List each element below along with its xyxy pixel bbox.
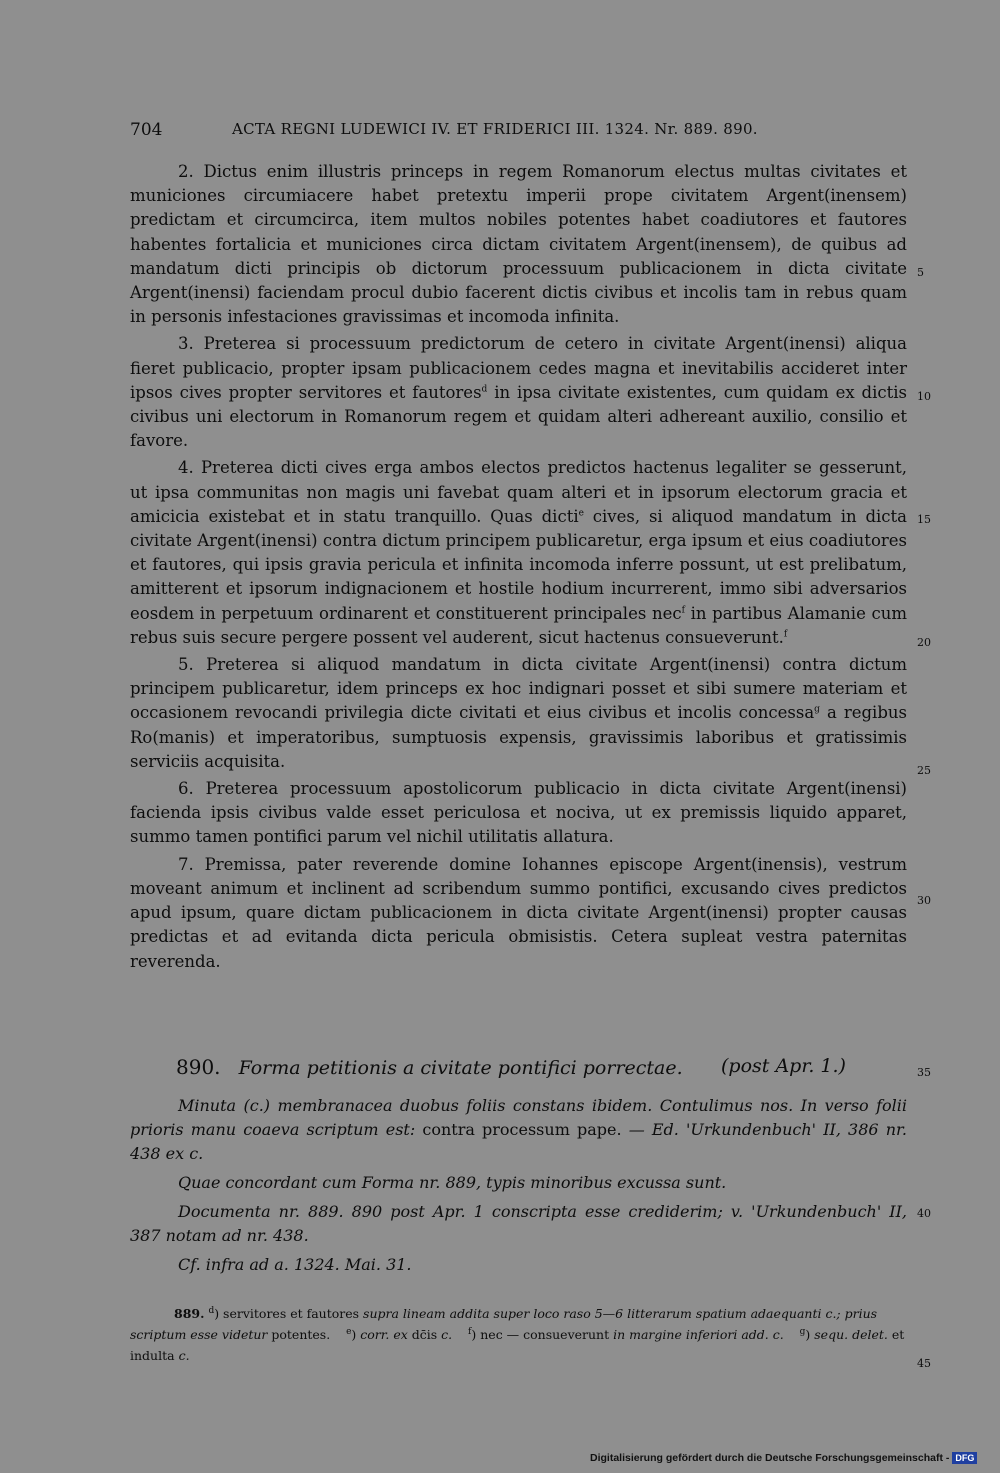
main-text	[130, 160, 907, 974]
page-number: 704	[130, 120, 163, 140]
apparatus-reference: Cf. infra ad a. 1324. Mai. 31.	[178, 1255, 412, 1274]
line-number-5: 5	[917, 266, 924, 279]
line-number-30: 30	[917, 894, 931, 907]
paragraph-6: 6. Preterea processuum apostolicorum publicacio in dicta civitate Argent(inensi) facienda ipsis civibus valde esset periculosa et nociva, ut ex premissis liquido apparet, summo tamen pontifici parum vel nichil utilitatis allatura.	[130, 779, 907, 847]
paragraph-4: 4. Preterea dicti cives erga ambos electos predictos hactenus legaliter se gesserunt, ut ipsa communitas non magis uni favebat quam alteri et in ipsorum electorum gracia et amicicia existebat et in statu tranquillo. Quas dicti$^e$ cives, si aliquod mandatum in dicta civitate Argent(inensi) contra dictum principem publicaretur, erga ipsum et eius coadiutores et fautores, qui ipsis gravia pericula et infinita incomoda inferre possunt, ut est prelibatum, amitterent et ipsorum indignacionem et hostile hodium incurrerent, immo sibi adversarios eosdem in perpetuum ordinarent et constituerent principales nec$^f$ in partibus Alamanie cum rebus suis secure pergere possent vel auderent, sicut hactenus consueverunt.$^f$	[130, 458, 907, 647]
footnote-doc-ref: 889.	[174, 1306, 205, 1321]
document-title: Forma petitionis a civitate pontifici porrectae.	[238, 1057, 683, 1079]
paragraph-7: 7. Premissa, pater reverende domine Iohannes episcope Argent(inensis), vestrum moveant animum et inclinent ad scribendum summo pontifici, excusando cives predictos apud ipsum, quare dictam publicacionem in dicta civitate Argent(inensi) propter causas predictas et ad evitanda dicta pericula obmisistis. Cetera supleat vestra paternitas reverenda.	[130, 854, 907, 971]
digitization-credit	[590, 1452, 977, 1464]
apparatus-source: Minuta (c.) membranacea duobus foliis constans ibidem. Contulimus nos. In verso folii prioris manu coaeva scriptum est: contra processum pape. — Ed. 'Urkundenbuch' II, 386 nr. 438 ex c.	[130, 1096, 908, 1163]
line-number-40: 40	[917, 1207, 931, 1220]
paragraph-2: 2. Dictus enim illustris princeps in regem Romanorum electus multas civitates et municiones circumiacere habet pretextu imperii prope civitatem Argent(inensem) predictam et circumcirca, item multos nobiles potentes habet coadiutores et fautores habentes fortalicia et municiones circa dictam civitatem Argent(inensem), de quibus ad mandatum dicti principis ob dictorum processuum publicacionem in dicta civitate Argent(inensi) faciendam procul dubio facerent dictis civibus et incolis tam in rebus quam in personis infestaciones gravissimas et incomoda infinita.	[130, 162, 907, 327]
footnote-ref-f: f	[681, 605, 685, 616]
line-number-10: 10	[917, 390, 931, 403]
document-number: 890.	[176, 1055, 221, 1079]
document-date: (post Apr. 1.)	[721, 1055, 846, 1077]
dfg-logo: DFG	[952, 1452, 977, 1464]
running-head: ACTA REGNI LUDEWICI IV. ET FRIDERICI III. 1324. Nr. 889. 890.	[232, 120, 758, 138]
footnote-ref-f-end: f	[783, 629, 788, 640]
paragraph-3: 3. Preterea si processuum predictorum de cetero in civitate Argent(inensi) aliqua fieret publicacio, propter ipsam publicacionem cedes magna et inevitabilis accideret inter ipsos cives propter servitores et fautores$^d$ in ipsa civitate existentes, cum quidam ex dictis civibus uni electorum in Romanorum regem et quidam alteri adhereant auxilio, consilio et favore.	[130, 334, 907, 451]
line-number-35: 35	[917, 1066, 931, 1079]
line-number-15: 15	[917, 513, 931, 526]
apparatus	[130, 1094, 907, 1282]
footnotes: 889. $^d$) servitores et fautores supra lineam addita super loco raso 5—6 litterarum spatium adaequanti c.; prius scriptum esse videtur potentes. $^e$) corr. ex dc̄is c. $^f$) nec — consueverunt in margine inferiori add. c. $^g$) sequ. delet. et indulta c.	[130, 1305, 905, 1363]
line-number-25: 25	[917, 764, 931, 777]
line-number-20: 20	[917, 636, 931, 649]
line-number-45: 45	[917, 1357, 931, 1370]
apparatus-concordance: Quae concordant cum Forma nr. 889, typis minoribus excussa sunt.	[178, 1173, 727, 1192]
credit-text: Digitalisierung gefördert durch die Deutsche Forschungsgemeinschaft -	[590, 1452, 950, 1464]
apparatus-dating: Documenta nr. 889. 890 post Apr. 1 conscripta esse crediderim; v. 'Urkundenbuch' II, 387 notam ad nr. 438.	[130, 1202, 907, 1245]
document-heading	[176, 1055, 846, 1079]
paragraph-5: 5. Preterea si aliquod mandatum in dicta civitate Argent(inensi) contra dictum principem publicaretur, idem princeps ex hoc indignari posset et sibi sumere materiam et occasionem revocandi privilegia dicte civitati et eius civibus et incolis concessa$^g$ a regibus Ro(manis) et imperatoribus, sumptuosis expensis, gravissimis laboribus et gratissimis serviciis acquisita.	[130, 655, 907, 771]
footnote-ref-g: g	[814, 704, 820, 715]
footnote-ref-d: d	[481, 384, 488, 395]
footnote-ref-e: e	[578, 508, 584, 519]
